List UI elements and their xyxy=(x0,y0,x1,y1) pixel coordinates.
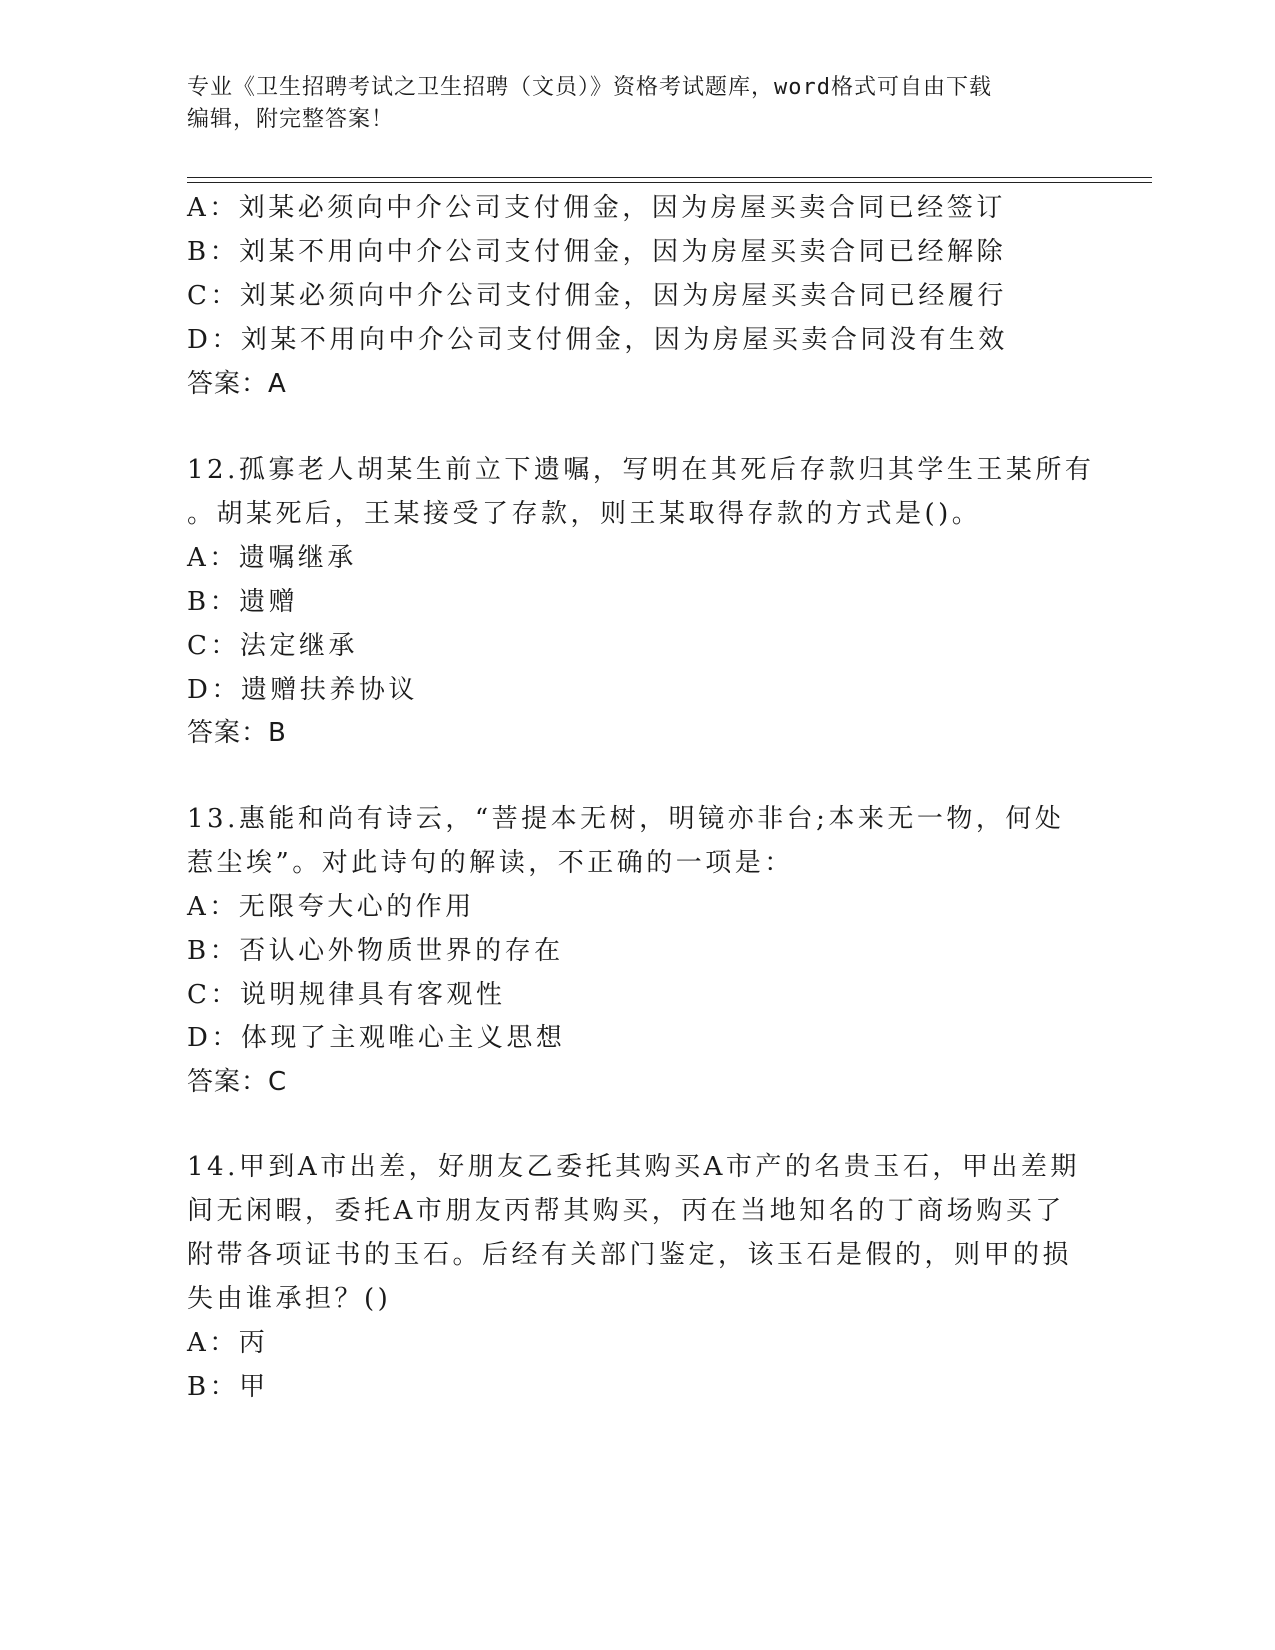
q13-answer: 答案：C xyxy=(187,1067,288,1097)
q11-option-c: C：刘某必须向中介公司支付佣金，因为房屋买卖合同已经履行 xyxy=(187,281,1007,311)
q12-option-b: B：遗赠 xyxy=(187,587,299,617)
q13-option-c: C：说明规律具有客观性 xyxy=(187,980,506,1010)
q13-stem-line-2: 惹尘埃”。对此诗句的解读，不正确的一项是： xyxy=(187,848,794,878)
q12-stem-line-1: 12.孤寡老人胡某生前立下遗嘱，写明在其死后存款归其学生王某所有 xyxy=(187,455,1095,485)
q13-option-b: B：否认心外物质世界的存在 xyxy=(187,936,564,966)
q12-option-d: D：遗赠扶养协议 xyxy=(187,675,418,705)
q12-stem-line-2: 。胡某死后，王某接受了存款，则王某取得存款的方式是()。 xyxy=(187,499,982,529)
q11-option-b: B：刘某不用向中介公司支付佣金，因为房屋买卖合同已经解除 xyxy=(187,237,1007,267)
header-divider-bottom xyxy=(187,182,1152,183)
q14-option-a: A：丙 xyxy=(187,1328,269,1358)
q11-option-a: A：刘某必须向中介公司支付佣金，因为房屋买卖合同已经签订 xyxy=(187,193,1006,223)
q14-stem-line-1: 14.甲到A市出差，好朋友乙委托其购买A市产的名贵玉石，甲出差期 xyxy=(187,1152,1080,1182)
q12-option-a: A：遗嘱继承 xyxy=(187,543,357,573)
header-line-1: 专业《卫生招聘考试之卫生招聘（文员）》资格考试题库，word格式可自由下载 xyxy=(187,75,992,100)
q14-option-b: B：甲 xyxy=(187,1372,269,1402)
q12-answer: 答案：B xyxy=(187,718,287,748)
q14-stem-line-3: 附带各项证书的玉石。后经有关部门鉴定，该玉石是假的，则甲的损 xyxy=(187,1240,1073,1270)
q11-option-d: D：刘某不用向中介公司支付佣金，因为房屋买卖合同没有生效 xyxy=(187,325,1008,355)
q13-option-d: D：体现了主观唯心主义思想 xyxy=(187,1023,566,1053)
header-divider-top xyxy=(187,177,1152,178)
q13-stem-line-1: 13.惠能和尚有诗云，“菩提本无树，明镜亦非台;本来无一物，何处 xyxy=(187,804,1065,834)
q11-answer: 答案：A xyxy=(187,369,287,399)
header-line-2: 编辑，附完整答案！ xyxy=(187,107,395,132)
q12-option-c: C：法定继承 xyxy=(187,631,358,661)
document-header xyxy=(187,72,1067,136)
q13-option-a: A：无限夸大心的作用 xyxy=(187,892,475,922)
q14-stem-line-2: 间无闲暇，委托A市朋友丙帮其购买，丙在当地知名的丁商场购买了 xyxy=(187,1196,1065,1226)
q14-stem-line-4: 失由谁承担？() xyxy=(187,1284,392,1314)
